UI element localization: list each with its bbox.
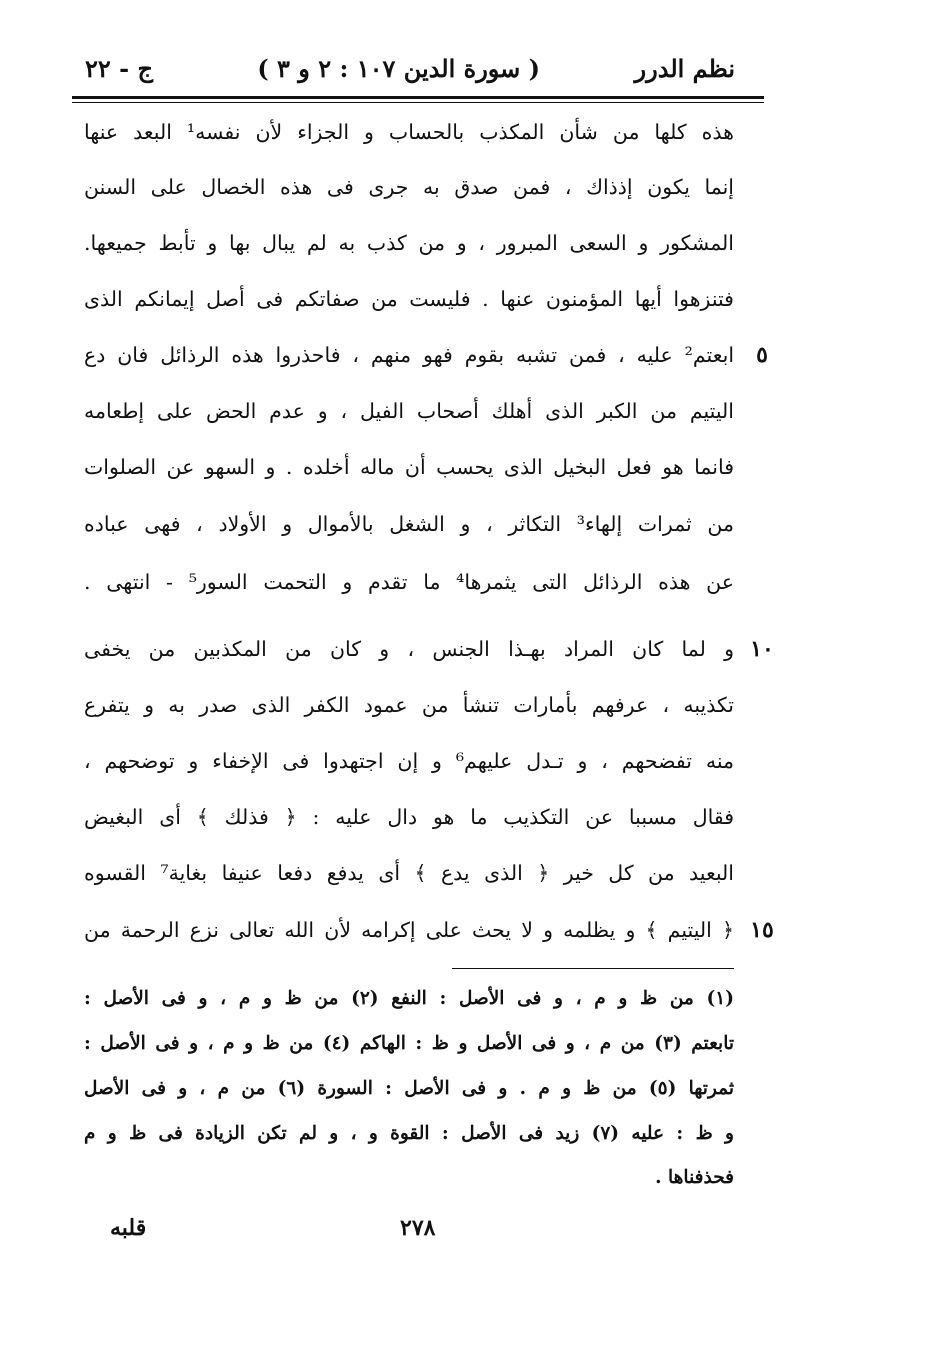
- surah-reference: ( سورة الدين ١٠٧ : ٢ و ٣ ): [257, 54, 540, 83]
- text-line: البعيد من كل خير ﴿ الذى يدع ﴾ أى يدفع دفعا عنيفا بغاية⁷ القسوه: [84, 861, 734, 885]
- footnote-line: تابعتم (٣) من م ، و فى الأصل و ظ : الهاكم (٤) من ظ و م ، و فى الأصل :: [84, 1033, 734, 1054]
- text-line: هذه كلها من شأن المكذب بالحساب و الجزاء لأن نفسه¹ البعد عنها: [84, 120, 734, 144]
- footnote-line: و ظ : عليه (٧) زيد فى الأصل : القوة و ، و لم تكن الزيادة فى ظ و م: [84, 1123, 734, 1144]
- line-number-10: ١٠: [750, 636, 774, 662]
- text-line: فتنزهوا أيها المؤمنون عنها . فليست من صفاتكم فى أصل إيمانكم الذى: [84, 287, 734, 311]
- line-number-15: ١٥: [750, 917, 774, 943]
- text-line: ابعتم² عليه ، فمن تشبه بقوم فهو منهم ، فاحذروا هذه الرذائل فان دع: [84, 343, 734, 367]
- footnote-line: فحذفناها .: [655, 1167, 734, 1188]
- running-header: [85, 48, 735, 88]
- page-number: ٢٧٨: [400, 1215, 436, 1241]
- text-line: إنما يكون إذذاك ، فمن صدق به جرى فى هذه الخصال على السنن: [84, 175, 734, 199]
- header-rule: [72, 96, 764, 99]
- header-rule-thin: [72, 102, 764, 103]
- catchword: قلبه: [110, 1215, 147, 1241]
- text-line: ﴿ اليتيم ﴾ و يظلمه و لا يحث على إكرامه لأن الله تعالى نزع الرحمة من: [84, 918, 734, 942]
- volume-label: ج - ٢٢: [85, 54, 153, 83]
- text-line: المشكور و السعى المبرور ، و من كذب به لم يبال بها و تأبط جميعها.: [84, 231, 734, 255]
- text-line: منه تفضحهم ، و تـدل عليهم⁶ و إن اجتهدوا فى الإخفاء و توضحهم ،: [84, 749, 734, 773]
- line-number-5: ٥: [756, 342, 768, 368]
- footnote-line: (١) من ظ و م ، و فى الأصل : النفع (٢) من ظ و م ، و فى الأصل :: [84, 988, 734, 1009]
- text-line: فانما هو فعل البخيل الذى يحسب أن ماله أخلده . و السهو عن الصلوات: [84, 455, 734, 479]
- text-line: عن هذه الرذائل التى يثمرها⁴ ما تقدم و التحمت السور⁵ - انتهى .: [84, 570, 734, 594]
- text-line: تكذيبه ، عرفهم بأمارات تنشأ من عمود الكفر الذى صدر به و يتفرع: [84, 693, 734, 717]
- book-title: نظم الدرر: [634, 54, 735, 83]
- footnote-rule: [452, 968, 734, 969]
- text-line: اليتيم من الكبر الذى أهلك أصحاب الفيل ، و عدم الحض على إطعامه: [84, 399, 734, 423]
- footnote-line: ثمرتها (٥) من ظ و م . و فى الأصل : السورة (٦) من م ، و فى الأصل: [84, 1078, 734, 1099]
- text-line: فقال مسببا عن التكذيب ما هو دال عليه : ﴿ فذلك ﴾ أى البغيض: [84, 805, 734, 829]
- text-line: من ثمرات إلهاء³ التكاثر ، و الشغل بالأموال و الأولاد ، فهى عباده: [84, 512, 734, 536]
- text-line: و لما كان المراد بهـذا الجنس ، و كان من المكذبين من يخفى: [84, 637, 734, 661]
